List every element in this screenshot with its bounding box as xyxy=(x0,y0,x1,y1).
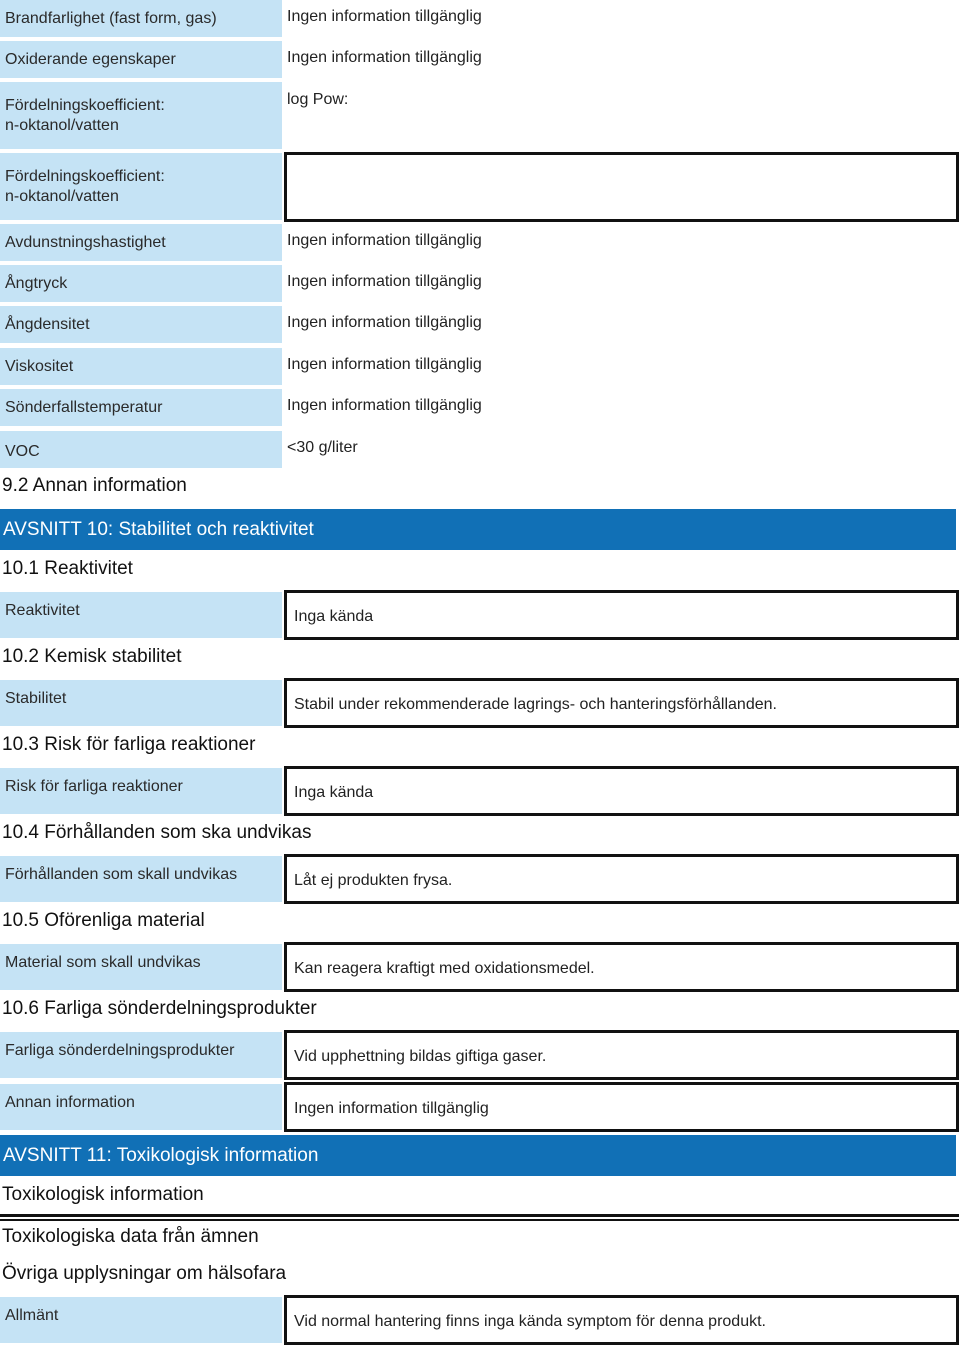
other-info-value: Ingen information tillgänglig xyxy=(284,1082,959,1132)
reactivity-label: Reaktivitet xyxy=(0,592,282,638)
toxicological-info-heading: Toxikologisk information xyxy=(2,1184,204,1205)
general-label: Allmänt xyxy=(0,1297,282,1343)
conditions-to-avoid-label: Förhållanden som skall undvikas xyxy=(0,856,282,902)
oxidizing-value: Ingen information tillgänglig xyxy=(287,49,482,66)
other-health-hazards-heading: Övriga upplysningar om hälsofara xyxy=(2,1263,287,1284)
decomposition-temp-label: Sönderfallstemperatur xyxy=(0,389,282,426)
toxicological-data-heading: Toxikologiska data från ämnen xyxy=(2,1226,259,1247)
viscosity-value: Ingen information tillgänglig xyxy=(287,356,482,373)
other-info-label: Annan information xyxy=(0,1084,282,1130)
heading-10-4: 10.4 Förhållanden som ska undvikas xyxy=(2,822,312,843)
oxidizing-label: Oxiderande egenskaper xyxy=(0,41,282,78)
partition-coefficient-label: Fördelningskoefficient: n-oktanol/vatten xyxy=(0,82,282,149)
flammability-value: Ingen information tillgänglig xyxy=(287,8,482,25)
heading-10-2: 10.2 Kemisk stabilitet xyxy=(2,646,182,667)
stability-value: Stabil under rekommenderade lagrings- och hanteringsförhållanden. xyxy=(284,678,959,728)
heading-10-3: 10.3 Risk för farliga reaktioner xyxy=(2,734,256,755)
vapor-density-label: Ångdensitet xyxy=(0,306,282,343)
flammability-label: Brandfarlighet (fast form, gas) xyxy=(0,0,282,37)
vapor-pressure-label: Ångtryck xyxy=(0,265,282,302)
general-value: Vid normal hantering finns inga kända symptom för denna produkt. xyxy=(284,1295,959,1345)
evaporation-label: Avdunstningshastighet xyxy=(0,224,282,261)
decomposition-products-value: Vid upphettning bildas giftiga gaser. xyxy=(284,1030,959,1080)
partition-coefficient-label-2: Fördelningskoefficient: n-oktanol/vatten xyxy=(0,153,282,220)
decomposition-temp-value: Ingen information tillgänglig xyxy=(287,397,482,414)
reactivity-value: Inga kända xyxy=(284,590,959,640)
vapor-pressure-value: Ingen information tillgänglig xyxy=(287,273,482,290)
heading-10-6: 10.6 Farliga sönderdelningsprodukter xyxy=(2,998,317,1019)
hazardous-reactions-label: Risk för farliga reaktioner xyxy=(0,768,282,814)
divider-line-thin xyxy=(0,1219,959,1221)
stability-label: Stabilitet xyxy=(0,680,282,726)
incompatible-materials-value: Kan reagera kraftigt med oxidationsmedel. xyxy=(284,942,959,992)
hazardous-reactions-value: Inga kända xyxy=(284,766,959,816)
voc-label: VOC xyxy=(0,431,282,468)
evaporation-value: Ingen information tillgänglig xyxy=(287,232,482,249)
heading-10-5: 10.5 Oförenliga material xyxy=(2,910,205,931)
viscosity-label: Viskositet xyxy=(0,348,282,385)
partition-coefficient-box xyxy=(284,152,959,222)
section-11-header: AVSNITT 11: Toxikologisk information xyxy=(0,1135,956,1176)
section-10-header: AVSNITT 10: Stabilitet och reaktivitet xyxy=(0,509,956,550)
divider-line-thick xyxy=(0,1214,959,1217)
vapor-density-value: Ingen information tillgänglig xyxy=(287,314,482,331)
heading-9-2: 9.2 Annan information xyxy=(2,475,187,496)
heading-10-1: 10.1 Reaktivitet xyxy=(2,558,133,579)
decomposition-products-label: Farliga sönderdelningsprodukter xyxy=(0,1032,282,1078)
incompatible-materials-label: Material som skall undvikas xyxy=(0,944,282,990)
partition-coefficient-value: log Pow: xyxy=(287,91,349,108)
conditions-to-avoid-value: Låt ej produkten frysa. xyxy=(284,854,959,904)
voc-value: <30 g/liter xyxy=(287,439,358,456)
